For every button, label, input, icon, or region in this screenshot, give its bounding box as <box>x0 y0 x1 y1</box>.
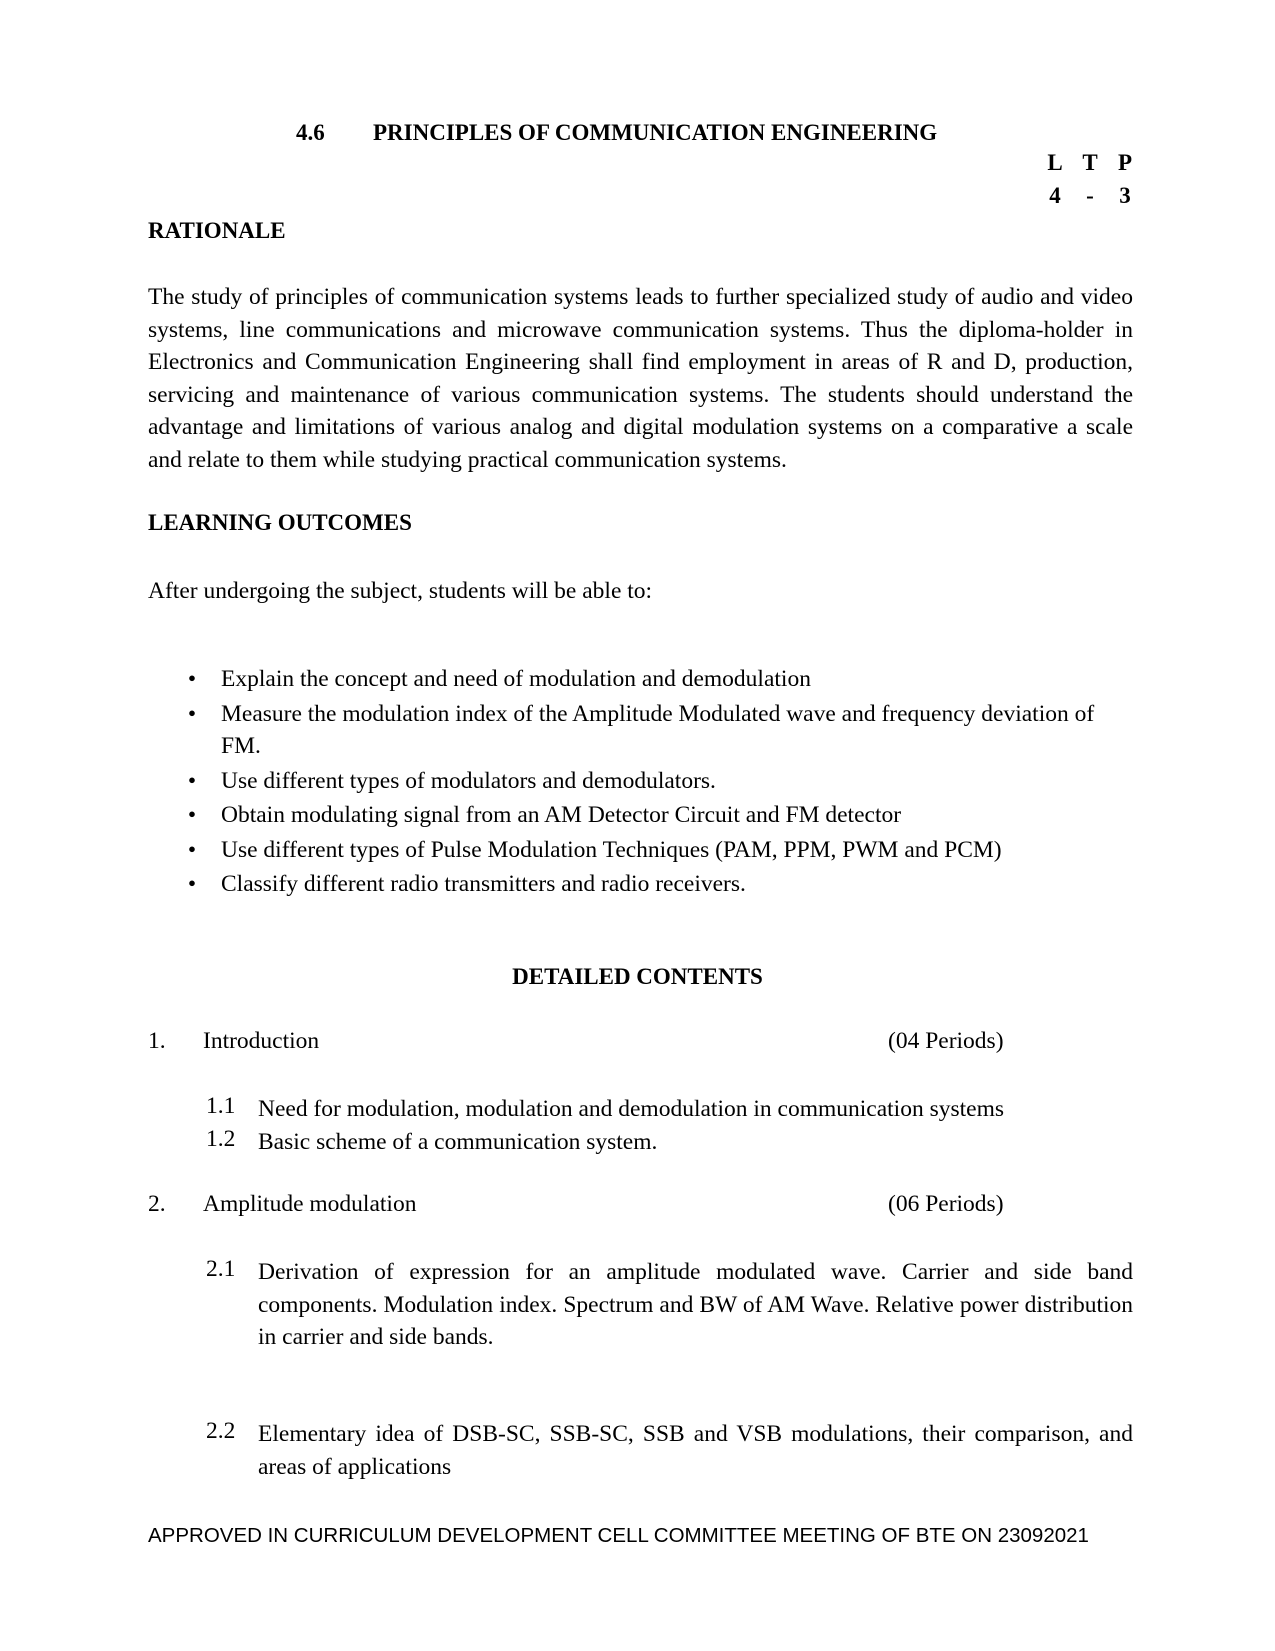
approval-footer: APPROVED IN CURRICULUM DEVELOPMENT CELL COMMITTEE MEETING OF BTE ON 23092021 <box>148 1524 1089 1547</box>
bullet-icon: • <box>187 666 197 692</box>
section-number: 4.6 <box>296 120 325 145</box>
ltp-value-t: - <box>1086 183 1094 208</box>
subsection-2-1-number: 2.1 <box>206 1256 236 1282</box>
list-item <box>185 868 1135 901</box>
rationale-heading: RATIONALE <box>148 218 286 243</box>
list-item <box>185 663 1135 696</box>
list-item <box>185 698 1135 763</box>
ltp-header-l: L <box>1047 150 1063 175</box>
list-item <box>185 834 1135 867</box>
subsection-1-1-number: 1.1 <box>206 1093 236 1119</box>
bullet-icon: • <box>187 767 197 794</box>
subsection-2-2-text: Elementary idea of DSB-SC, SSB-SC, SSB and VSB modulations, their comparison, and areas of applications <box>258 1421 1133 1480</box>
ltp-header-p: P <box>1117 150 1133 175</box>
list-item-text: Use different types of Pulse Modulation Techniques (PAM, PPM, PWM and PCM) <box>221 836 1002 863</box>
ltp-values <box>1040 183 1140 209</box>
detailed-contents-heading: DETAILED CONTENTS <box>512 964 763 989</box>
rationale-text: The study of principles of communication systems leads to further specialized study of audio and video systems, line communications and microwave communication systems. Thus the diploma-holder in Electronics and Communication Engineering shall find employment in areas of R and D, production, servicing and maintenance of various communication systems. The students should understand the advantage and limitations of various analog and digital modulation systems on a comparative a scale and relate to them while studying practical communication systems. <box>148 284 1133 473</box>
list-item-text: Measure the modulation index of the Amplitude Modulated wave and frequency deviation of FM. <box>221 700 1095 759</box>
ltp-header-t: T <box>1082 150 1098 175</box>
subsection-1-2-text: Basic scheme of a communication system. <box>258 1129 658 1155</box>
learning-outcomes-list <box>185 663 1135 903</box>
section-1-number: 1. <box>148 1028 166 1054</box>
list-item <box>185 765 1135 798</box>
learning-outcomes-heading: LEARNING OUTCOMES <box>148 510 412 535</box>
bullet-icon: • <box>187 836 197 863</box>
section-1-title: Introduction <box>203 1028 320 1054</box>
bullet-icon: • <box>187 871 197 897</box>
ltp-headers <box>1040 150 1140 176</box>
list-item <box>185 799 1135 832</box>
subsection-2-1-text: Derivation of expression for an amplitude modulated wave. Carrier and side band components. Modulation index. Spectrum and BW of AM Wave. Relative power distribution in carrier and side bands. <box>258 1259 1133 1351</box>
list-item-text: Use different types of modulators and demodulators. <box>221 767 716 794</box>
subsection-1-2-number: 1.2 <box>206 1126 236 1152</box>
list-item-text: Classify different radio transmitters and radio receivers. <box>221 871 746 897</box>
section-2-title: Amplitude modulation <box>203 1191 417 1217</box>
subsection-2-2-number: 2.2 <box>206 1418 236 1444</box>
section-2-number: 2. <box>148 1191 166 1217</box>
ltp-value-p: 3 <box>1119 183 1131 208</box>
subsection-1-1-text: Need for modulation, modulation and demodulation in communication systems <box>258 1096 1004 1122</box>
section-1-periods: (04 Periods) <box>888 1028 1004 1054</box>
bullet-icon: • <box>187 700 197 727</box>
learning-outcomes-intro: After undergoing the subject, students will be able to: <box>148 578 653 604</box>
list-item-text: Explain the concept and need of modulation and demodulation <box>221 666 811 692</box>
page-title: PRINCIPLES OF COMMUNICATION ENGINEERING <box>373 120 938 145</box>
bullet-icon: • <box>187 802 197 828</box>
ltp-value-l: 4 <box>1049 183 1061 208</box>
section-2-periods: (06 Periods) <box>888 1191 1004 1217</box>
list-item-text: Obtain modulating signal from an AM Detector Circuit and FM detector <box>221 802 902 828</box>
